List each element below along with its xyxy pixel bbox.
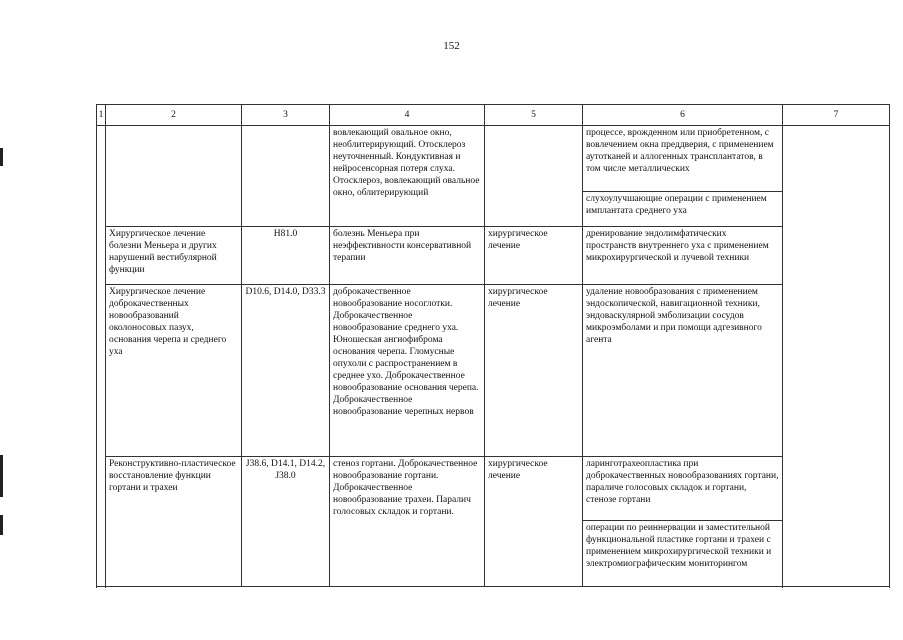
- header-cell: 5: [485, 105, 583, 126]
- icd-code-cell: D10.6, D14.0, D33.3: [242, 285, 330, 457]
- table-row: [97, 457, 890, 521]
- method-cell: операции по реиннервации и заместительной функциональной пластике гортани и трахеи с применением микрохирургической техники и электромиографическим мониторингом: [583, 521, 783, 587]
- scan-edge-mark: [0, 455, 3, 497]
- header-cell: 1: [97, 105, 106, 126]
- scan-edge-mark: [0, 515, 3, 535]
- method-cell: дренирование эндолимфатических пространств внутреннего уха с применением микрохирургической и лучевой техники: [583, 227, 783, 285]
- icd-code-cell: [242, 126, 330, 227]
- header-cell: 6: [583, 105, 783, 126]
- method-cell: слухоулучшающие операции с применением имплантата среднего уха: [583, 192, 783, 227]
- treatment-name-cell: Реконструктивно-пластическое восстановление функции гортани и трахеи: [106, 457, 242, 587]
- treatment-type-cell: хирургическое лечение: [485, 285, 583, 457]
- icd-code-cell: H81.0: [242, 227, 330, 285]
- method-cell: удаление новообразования с применением эндоскопической, навигационной техники, эндоваскулярной эмболизации сосудов микроэмболами и при помощи адгезивного агента: [583, 285, 783, 457]
- number-cell: [97, 126, 106, 587]
- header-cell: 2: [106, 105, 242, 126]
- diagnosis-cell: доброкачественное новообразование носоглотки. Доброкачественное новообразование среднего уха. Юношеская ангиофиброма основания черепа. Гломусные опухоли с распространением в среднее ухо. Доброкачественное новообразование основания черепа. Доброкачественное новообразование черепных нервов: [330, 285, 485, 457]
- method-cell: ларинготрахеопластика при доброкачественных новообразованиях гортани, параличе голосовых складок и гортани, стенозе гортани: [583, 457, 783, 521]
- method-cell: процессе, врожденном или приобретенном, с вовлечением окна преддверия, с применением аутотканей и аллогенных трансплантатов, в том числе металлических: [583, 126, 783, 192]
- header-cell: 7: [783, 105, 890, 126]
- treatment-type-cell: хирургическое лечение: [485, 227, 583, 285]
- scan-edge-mark: [0, 148, 3, 166]
- page-number: 152: [443, 40, 460, 52]
- diagnosis-cell: вовлекающий овальное окно, необлитерирующий. Отосклероз неуточненный. Кондуктивная и нейросенсорная потеря слуха. Отосклероз, вовлекающий овальное окно, облитерирующий: [330, 126, 485, 227]
- icd-code-cell: J38.6, D14.1, D14.2, J38.0: [242, 457, 330, 587]
- table-row: [97, 126, 890, 192]
- treatment-name-cell: Хирургическое лечение доброкачественных новообразований околоносовых пазух, основания черепа и среднего уха: [106, 285, 242, 457]
- treatment-type-cell: хирургическое лечение: [485, 457, 583, 587]
- diagnosis-cell: болезнь Меньера при неэффективности консервативной терапии: [330, 227, 485, 285]
- diagnosis-cell: стеноз гортани. Доброкачественное новообразование гортани. Доброкачественное новообразование трахеи. Паралич голосовых складок и гортани.: [330, 457, 485, 587]
- header-cell: 4: [330, 105, 485, 126]
- treatment-name-cell: Хирургическое лечение болезни Меньера и других нарушений вестибулярной функции: [106, 227, 242, 285]
- header-cell: 3: [242, 105, 330, 126]
- cost-cell: [783, 126, 890, 587]
- treatment-name-cell: [106, 126, 242, 227]
- medical-care-table: [96, 104, 890, 587]
- table-row: [97, 285, 890, 457]
- table-header-row: [97, 105, 890, 126]
- table-row: [97, 227, 890, 285]
- treatment-type-cell: [485, 126, 583, 227]
